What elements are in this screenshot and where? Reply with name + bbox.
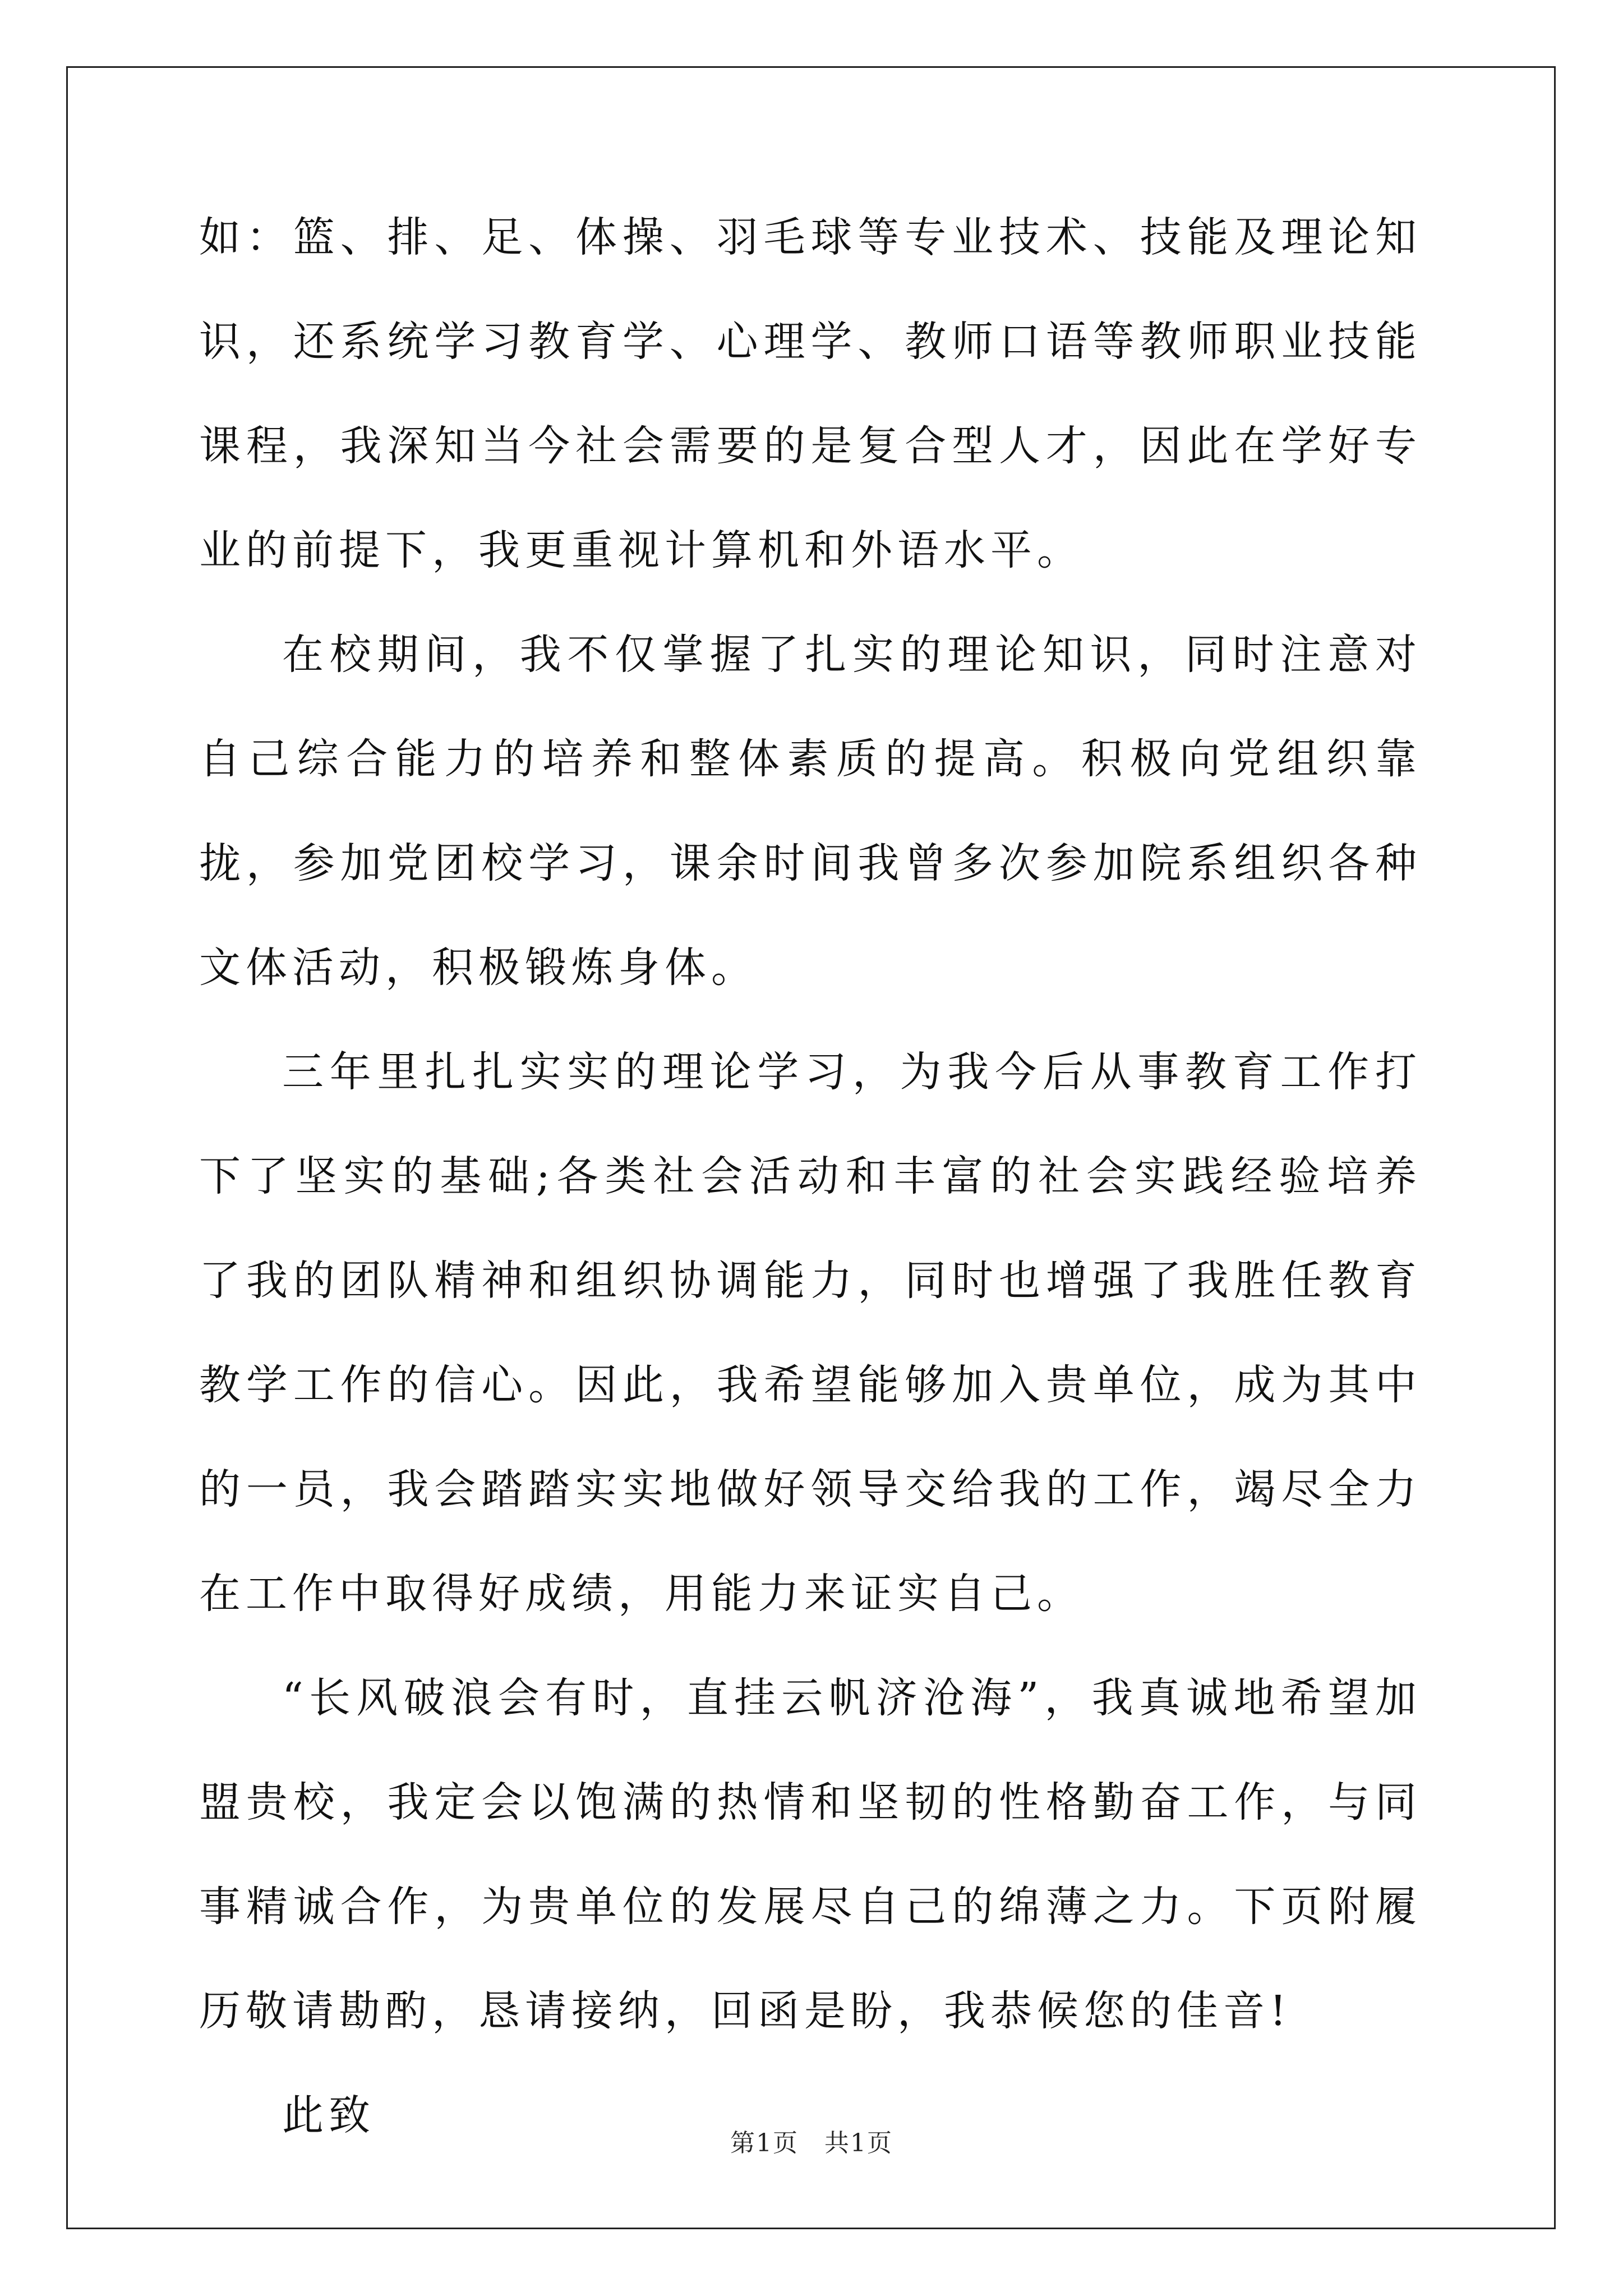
- salutation-cizhi: 此致: [282, 2091, 375, 2139]
- paragraph-closing-wish: “长风破浪会有时，直挂云帆济沧海”，我真诚地希望加盟贵校，我定会以饱满的热情和坚韧的性格勤奋工作，与同事精诚合作，为贵单位的发展尽自己的绵薄之力。下页附履历敬请勘酌，恳请接纳，回函是盼，我恭候您的佳音!: [199, 1674, 1422, 2035]
- paragraph-campus-life: 在校期间，我不仅掌握了扎实的理论知识，同时注意对自己综合能力的培养和整体素质的提高。积极向党组织靠拢，参加党团校学习，课余时间我曾多次参加院系组织各种文体活动，积极锻炼身体。: [199, 631, 1422, 992]
- paragraph-education: 如：篮、排、足、体操、羽毛球等专业技术、技能及理论知识，还系统学习教育学、心理学、教师口语等教师职业技能课程，我深知当今社会需要的是复合型人才，因此在学好专业的前提下，我更重视计算机和外语水平。: [199, 213, 1422, 574]
- paragraph-three-years: 三年里扎扎实实的理论学习，为我今后从事教育工作打下了坚实的基础;各类社会活动和丰富的社会实践经验培养了我的团队精神和组织协调能力，同时也增强了我胜任教育教学工作的信心。因此，我希望能够加入贵单位，成为其中的一员，我会踏踏实实地做好领导交给我的工作，竭尽全力在工作中取得好成绩，用能力来证实自己。: [199, 1048, 1422, 1618]
- letter-body: [199, 185, 1422, 2168]
- page-number-footer: 第1页 共1页: [730, 2129, 893, 2157]
